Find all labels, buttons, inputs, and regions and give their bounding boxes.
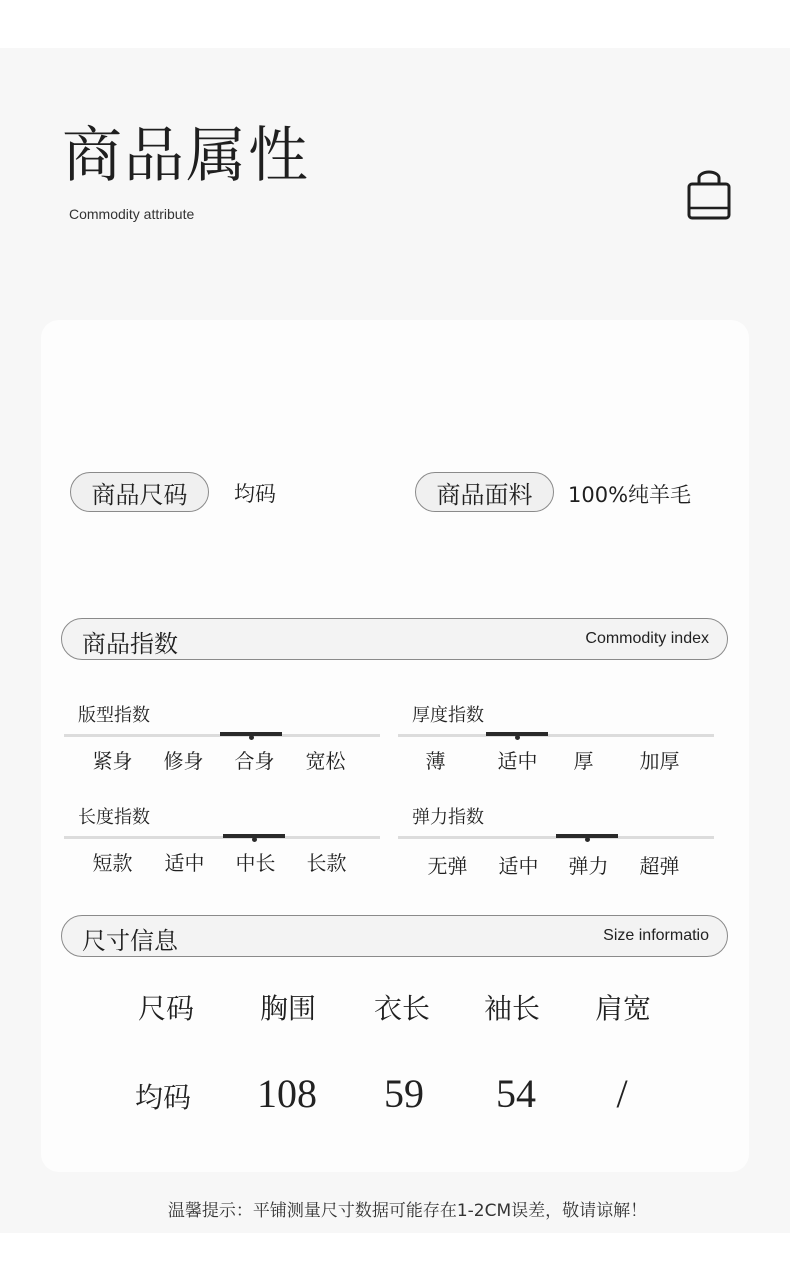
index-selected-marker [556,834,618,838]
length-index [64,803,380,883]
index-option: 宽松 [305,749,346,773]
size-table-cell: 59 [384,1071,424,1116]
size-table-cell: / [616,1071,628,1116]
index-label: 长度指数 [78,807,150,828]
index-option: 长款 [306,851,347,875]
index-track [64,836,380,839]
index-selected-marker [220,732,282,736]
index-option: 加厚 [639,749,680,773]
index-option: 合身 [234,749,275,773]
size-table-header: 尺码 [137,992,194,1025]
index-option: 超弹 [639,854,680,878]
index-label: 版型指数 [78,705,150,726]
index-option: 适中 [498,854,539,878]
commodity-index-header [61,618,728,660]
index-option: 短款 [92,851,133,875]
section-title: 尺寸信息 [82,927,178,955]
fabric-attribute-value: 100%纯羊毛 [568,483,692,507]
index-option: 无弹 [427,854,468,878]
index-option: 修身 [163,749,204,773]
page-subtitle: Commodity attribute [69,206,195,222]
section-subtitle: Size informatio [603,927,709,944]
section-title: 商品指数 [82,630,178,658]
size-attribute-value: 均码 [234,482,276,506]
size-table-cell: 108 [257,1071,317,1116]
size-table-header: 胸围 [259,992,316,1025]
size-table-header: 袖长 [483,992,540,1025]
section-subtitle: Commodity index [585,630,709,647]
size-table-cell: 54 [496,1071,536,1116]
index-option: 适中 [164,851,205,875]
size-table-header: 肩宽 [594,992,651,1025]
thickness-index [398,701,714,781]
index-selected-marker [486,732,548,736]
index-option: 弹力 [568,854,609,878]
index-track [398,734,714,737]
elasticity-index [398,803,714,883]
index-option: 薄 [425,749,446,773]
size-table-cell: 均码 [134,1081,191,1114]
page-title: 商品属性 [62,121,310,191]
size-table-header: 衣长 [373,992,430,1025]
index-option: 厚 [573,749,594,773]
index-label: 弹力指数 [412,807,484,828]
index-option: 紧身 [92,749,133,773]
shopping-bag-icon [686,170,732,222]
fabric-attribute-label: 商品面料 [415,472,554,512]
size-attribute-label: 商品尺码 [70,472,209,512]
size-info-header [61,915,728,957]
index-label: 厚度指数 [412,705,484,726]
index-option: 适中 [497,749,538,773]
fit-index [64,701,380,781]
index-selected-marker [223,834,285,838]
index-option: 中长 [235,851,276,875]
measurement-note: 温馨提示：平铺测量尺寸数据可能存在1-2CM误差，敬请谅解！ [167,1201,648,1221]
